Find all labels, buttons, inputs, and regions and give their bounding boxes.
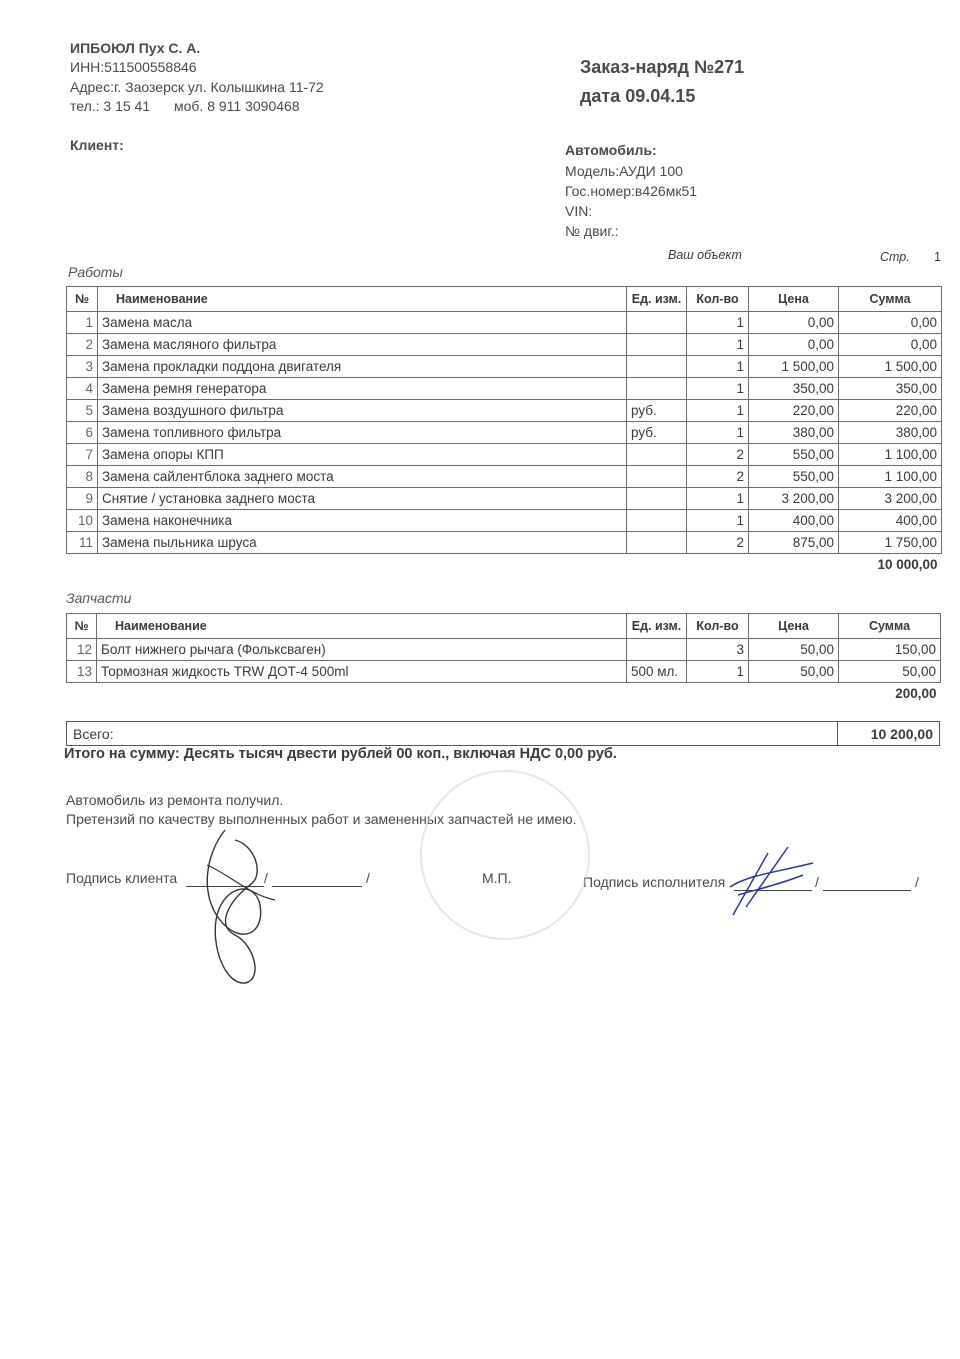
row-qty: 1: [687, 378, 749, 400]
row-price: 875,00: [749, 532, 839, 554]
table-row: [67, 312, 942, 334]
total-in-words: Итого на сумму: Десять тысяч двести рублей 00 коп., включая НДС 0,00 руб.: [64, 746, 617, 762]
row-sum: 0,00: [839, 334, 942, 356]
table-row: [67, 356, 942, 378]
company-phone: тел.: 3 15 41: [70, 98, 151, 114]
row-unit: [627, 532, 687, 554]
row-qty: 1: [687, 400, 749, 422]
total-value: 10 200,00: [870, 726, 933, 742]
table-row: [67, 400, 942, 422]
row-qty: 1: [687, 312, 749, 334]
row-num: 13: [67, 661, 97, 683]
row-num: 10: [67, 510, 98, 532]
row-num: 8: [67, 466, 98, 488]
received-text: Автомобиль из ремонта получил.: [66, 792, 284, 808]
works-subtotal: 10 000,00: [877, 557, 938, 573]
row-name: Замена сайлентблока заднего моста: [98, 466, 627, 488]
table-row: [67, 378, 942, 400]
col-price-header: Цена: [749, 614, 839, 639]
parts-title: Запчасти: [66, 590, 132, 606]
row-price: 220,00: [749, 400, 839, 422]
row-name: Замена прокладки поддона двигателя: [98, 356, 627, 378]
row-sum: 150,00: [839, 639, 941, 661]
row-sum: 1 750,00: [839, 532, 942, 554]
works-table: [66, 286, 942, 576]
row-sum: 400,00: [839, 510, 942, 532]
row-qty: 1: [687, 510, 749, 532]
company-stamp: [420, 770, 590, 940]
table-row: [67, 422, 942, 444]
company-mobile: моб. 8 911 3090468: [174, 98, 300, 114]
row-unit: [627, 444, 687, 466]
row-price: 50,00: [749, 661, 839, 683]
table-row: [67, 488, 942, 510]
row-unit: [627, 639, 687, 661]
row-name: Тормозная жидкость TRW ДОТ-4 500ml: [97, 661, 627, 683]
order-date: дата 09.04.15: [580, 86, 696, 106]
row-num: 2: [67, 334, 98, 356]
row-price: 400,00: [749, 510, 839, 532]
row-price: 0,00: [749, 312, 839, 334]
client-label: Клиент:: [70, 137, 124, 153]
client-signature: [195, 825, 285, 990]
row-unit: руб.: [627, 422, 687, 444]
col-qty-header: Кол-во: [687, 614, 749, 639]
parts-header-row: [67, 614, 941, 639]
executor-sign-slash-end: /: [915, 874, 919, 890]
row-qty: 2: [687, 444, 749, 466]
row-unit: [627, 334, 687, 356]
row-unit: [627, 466, 687, 488]
parts-subtotal: 200,00: [895, 686, 937, 702]
client-sign-slash: /: [264, 870, 268, 886]
client-name-line: [272, 886, 362, 887]
col-unit-header: Ед. изм.: [627, 614, 687, 639]
row-qty: 2: [687, 532, 749, 554]
row-num: 4: [67, 378, 98, 400]
col-sum-header: Сумма: [839, 287, 942, 312]
executor-name-line: [823, 890, 911, 891]
row-name: Замена опоры КПП: [98, 444, 627, 466]
row-price: 50,00: [749, 639, 839, 661]
row-sum: 1 100,00: [839, 466, 942, 488]
row-price: 3 200,00: [749, 488, 839, 510]
row-unit: [627, 510, 687, 532]
row-name: Замена воздушного фильтра: [98, 400, 627, 422]
works-header-row: [67, 287, 942, 312]
row-num: 5: [67, 400, 98, 422]
col-num-header: №: [67, 287, 98, 312]
vehicle-engine: № двиг.:: [565, 223, 619, 239]
table-row: [67, 639, 941, 661]
row-price: 550,00: [749, 466, 839, 488]
table-row: [67, 334, 942, 356]
total-label: Всего:: [73, 726, 114, 742]
row-name: Замена масла: [98, 312, 627, 334]
page-number: 1: [934, 250, 941, 264]
row-qty: 3: [687, 639, 749, 661]
row-qty: 1: [687, 488, 749, 510]
page-label: Стр.: [880, 250, 910, 264]
col-price-header: Цена: [749, 287, 839, 312]
row-unit: [627, 356, 687, 378]
row-name: Замена масляного фильтра: [98, 334, 627, 356]
company-name: ИПБОЮЛ Пух С. А.: [70, 40, 201, 56]
executor-sign-label: Подпись исполнителя: [583, 874, 726, 890]
row-num: 11: [67, 532, 98, 554]
row-unit: 500 мл.: [627, 661, 687, 683]
no-claims-text: Претензий по качеству выполненных работ и замененных запчастей не имею.: [66, 811, 577, 827]
order-title: Заказ-наряд №271: [580, 57, 745, 77]
row-price: 550,00: [749, 444, 839, 466]
row-sum: 1 100,00: [839, 444, 942, 466]
row-num: 9: [67, 488, 98, 510]
row-name: Замена пыльника шруса: [98, 532, 627, 554]
row-name: Снятие / установка заднего моста: [98, 488, 627, 510]
row-sum: 1 500,00: [839, 356, 942, 378]
works-subtotal-row: [67, 554, 942, 576]
row-num: 6: [67, 422, 98, 444]
row-qty: 2: [687, 466, 749, 488]
col-sum-header: Сумма: [839, 614, 941, 639]
col-num-header: №: [67, 614, 97, 639]
row-sum: 350,00: [839, 378, 942, 400]
parts-subtotal-row: [67, 683, 941, 705]
row-sum: 50,00: [839, 661, 941, 683]
table-row: [67, 466, 942, 488]
company-inn: ИНН:511500558846: [70, 59, 197, 75]
row-num: 1: [67, 312, 98, 334]
company-address: Адрес:г. Заозерск ул. Колышкина 11-72: [70, 79, 324, 95]
vehicle-plate: Гос.номер:в426мк51: [565, 183, 698, 199]
client-sign-slash-end: /: [366, 870, 370, 886]
parts-table: [66, 613, 941, 705]
object-label: Ваш объект: [668, 248, 742, 262]
row-price: 0,00: [749, 334, 839, 356]
row-name: Замена ремня генератора: [98, 378, 627, 400]
col-name-header: Наименование: [98, 287, 627, 312]
vehicle-model: Модель:АУДИ 100: [565, 163, 683, 179]
col-unit-header: Ед. изм.: [627, 287, 687, 312]
row-qty: 1: [687, 334, 749, 356]
row-qty: 1: [687, 661, 749, 683]
stamp-place-label: М.П.: [482, 870, 512, 886]
row-sum: 380,00: [839, 422, 942, 444]
table-row: [67, 532, 942, 554]
row-price: 380,00: [749, 422, 839, 444]
table-row: [67, 444, 942, 466]
executor-sign-slash: /: [815, 874, 819, 890]
row-num: 3: [67, 356, 98, 378]
row-num: 7: [67, 444, 98, 466]
table-row: [67, 510, 942, 532]
row-num: 12: [67, 639, 97, 661]
row-qty: 1: [687, 422, 749, 444]
row-sum: 3 200,00: [839, 488, 942, 510]
table-row: [67, 661, 941, 683]
row-price: 350,00: [749, 378, 839, 400]
row-unit: [627, 378, 687, 400]
vehicle-vin: VIN:: [565, 203, 593, 219]
col-name-header: Наименование: [97, 614, 627, 639]
total-box: [66, 721, 940, 746]
row-qty: 1: [687, 356, 749, 378]
row-unit: руб.: [627, 400, 687, 422]
executor-signature: [728, 845, 818, 920]
row-price: 1 500,00: [749, 356, 839, 378]
row-unit: [627, 312, 687, 334]
row-name: Болт нижнего рычага (Фольксваген): [97, 639, 627, 661]
col-qty-header: Кол-во: [687, 287, 749, 312]
works-title: Работы: [68, 264, 123, 280]
total-divider: [837, 722, 838, 745]
row-sum: 0,00: [839, 312, 942, 334]
row-sum: 220,00: [839, 400, 942, 422]
vehicle-title: Автомобиль:: [565, 142, 657, 158]
client-sign-label: Подпись клиента: [66, 870, 178, 886]
row-name: Замена наконечника: [98, 510, 627, 532]
row-name: Замена топливного фильтра: [98, 422, 627, 444]
row-unit: [627, 488, 687, 510]
